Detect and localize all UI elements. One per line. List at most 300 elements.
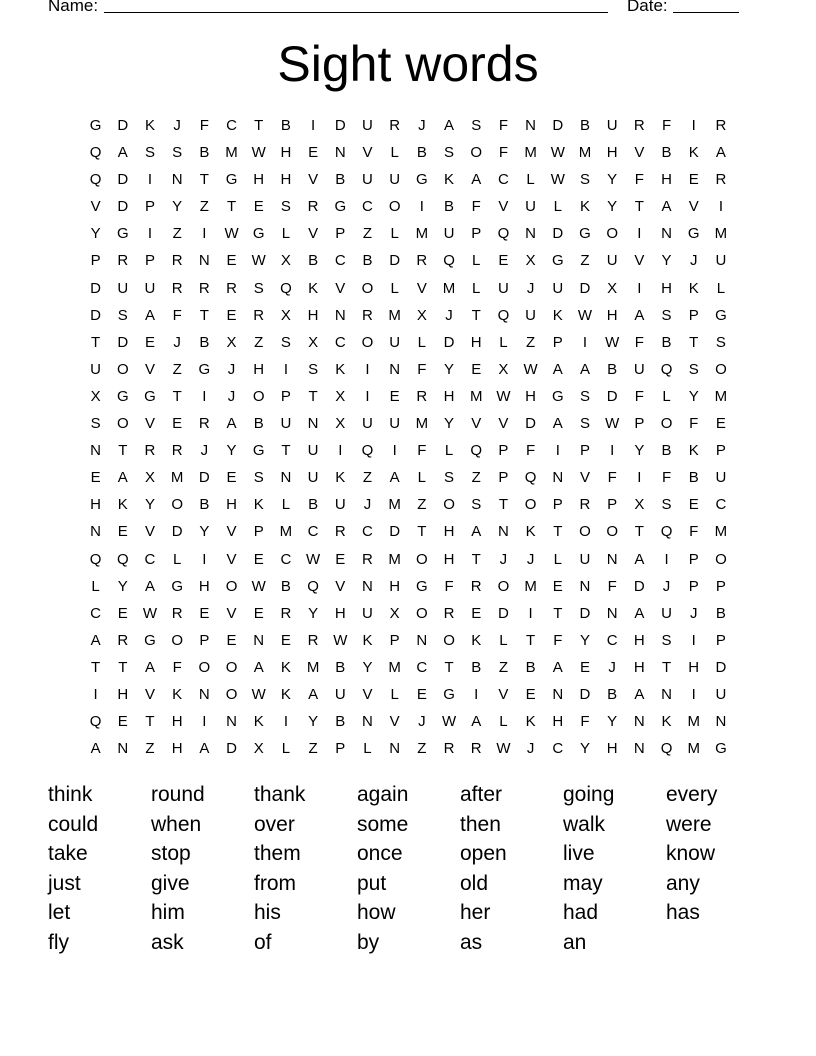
grid-letter: B xyxy=(335,713,346,731)
grid-letter: S xyxy=(308,360,319,378)
grid-letter: Q xyxy=(89,144,102,162)
grid-letter: M xyxy=(225,144,238,162)
grid-letter: O xyxy=(715,360,727,378)
grid-letter: J xyxy=(445,306,453,324)
grid-letter: U xyxy=(525,306,537,324)
grid-letter: Q xyxy=(89,713,102,731)
grid-letter: U xyxy=(606,252,618,270)
grid-letter: C xyxy=(307,523,319,541)
grid-letter: F xyxy=(172,658,182,676)
grid-letter: W xyxy=(224,225,239,243)
grid-letter: T xyxy=(118,442,128,460)
grid-letter: K xyxy=(253,713,264,731)
grid-letter: W xyxy=(251,685,266,703)
grid-letter: E xyxy=(226,306,237,324)
grid-letter: L xyxy=(91,577,100,595)
word-bank-item: had xyxy=(563,901,599,925)
grid-letter: J xyxy=(608,658,616,676)
grid-letter: D xyxy=(171,523,183,541)
grid-letter: S xyxy=(579,387,590,405)
grid-letter: V xyxy=(335,279,346,297)
grid-letter: G xyxy=(198,360,211,378)
grid-letter: P xyxy=(280,387,291,405)
grid-letter: V xyxy=(335,577,346,595)
grid-letter: X xyxy=(144,469,155,487)
grid-letter: V xyxy=(144,685,155,703)
grid-letter: T xyxy=(553,604,563,622)
grid-letter: F xyxy=(498,117,508,134)
grid-letter: L xyxy=(499,713,508,731)
grid-letter: H xyxy=(633,658,645,676)
grid-letter: R xyxy=(389,117,401,134)
grid-letter: J xyxy=(418,117,426,134)
grid-letter: B xyxy=(715,604,726,622)
grid-letter: I xyxy=(637,225,642,243)
grid-letter: D xyxy=(715,658,727,676)
grid-letter: A xyxy=(308,685,319,703)
grid-letter: R xyxy=(715,117,727,134)
grid-letter: U xyxy=(307,469,319,487)
grid-letter: W xyxy=(550,171,565,189)
grid-letter: Q xyxy=(116,550,129,568)
grid-letter: T xyxy=(634,198,644,216)
grid-letter: T xyxy=(199,306,209,324)
grid-letter: N xyxy=(525,117,537,134)
grid-letter: X xyxy=(335,415,346,433)
word-bank-item: any xyxy=(666,871,700,895)
grid-letter: F xyxy=(444,577,454,595)
grid-letter: S xyxy=(579,171,590,189)
word-bank-item: think xyxy=(48,783,93,806)
grid-letter: N xyxy=(552,685,564,703)
grid-letter: R xyxy=(171,604,183,622)
grid-letter: E xyxy=(253,550,264,568)
grid-letter: H xyxy=(307,306,319,324)
grid-letter: J xyxy=(418,713,426,731)
grid-letter: Y xyxy=(199,523,210,541)
grid-letter: V xyxy=(144,415,155,433)
grid-letter: Q xyxy=(89,550,102,568)
grid-letter: P xyxy=(634,415,645,433)
grid-letter: E xyxy=(498,252,509,270)
grid-letter: T xyxy=(254,117,264,134)
grid-letter: O xyxy=(252,387,265,405)
grid-letter: M xyxy=(469,387,483,405)
date-blank-line xyxy=(673,12,739,13)
grid-letter: I xyxy=(202,550,207,568)
grid-letter: U xyxy=(525,198,537,216)
grid-letter: T xyxy=(91,658,101,676)
grid-letter: M xyxy=(714,523,728,541)
grid-letter: D xyxy=(579,685,591,703)
grid-letter: N xyxy=(362,577,373,595)
grid-letter: X xyxy=(416,306,427,324)
word-bank-item: ask xyxy=(151,930,184,954)
grid-letter: U xyxy=(661,604,672,622)
grid-letter: L xyxy=(417,469,427,487)
grid-letter: O xyxy=(416,550,428,568)
grid-letter: Y xyxy=(579,740,590,758)
grid-letter: X xyxy=(280,252,291,270)
grid-letter: O xyxy=(497,577,510,595)
grid-letter: U xyxy=(715,469,727,487)
grid-letter: I xyxy=(664,550,669,568)
page-title: Sight words xyxy=(277,36,539,92)
word-bank-item: give xyxy=(151,871,190,895)
grid-letter: G xyxy=(551,387,564,405)
grid-letter: E xyxy=(688,496,699,514)
grid-letter: B xyxy=(335,171,346,189)
grid-letter: A xyxy=(389,469,400,487)
grid-letter: H xyxy=(253,171,265,189)
grid-letter: A xyxy=(715,144,726,162)
grid-letter: E xyxy=(226,631,237,649)
grid-letter: E xyxy=(117,523,128,541)
grid-letter: M xyxy=(442,279,456,297)
grid-letter: B xyxy=(362,252,373,270)
grid-letter: H xyxy=(443,523,455,541)
grid-letter: P xyxy=(688,550,699,568)
grid-letter: S xyxy=(579,415,590,433)
grid-letter: Q xyxy=(660,523,673,541)
grid-letter: B xyxy=(335,658,346,676)
grid-letter: T xyxy=(281,442,291,460)
grid-letter: L xyxy=(390,225,399,243)
grid-letter: B xyxy=(661,333,672,351)
grid-letter: I xyxy=(365,360,370,378)
grid-letter: U xyxy=(117,279,129,297)
grid-letter: E xyxy=(471,604,482,622)
grid-letter: P xyxy=(715,577,726,595)
grid-letter: Q xyxy=(307,577,319,595)
grid-letter: J xyxy=(227,387,236,405)
grid-letter: J xyxy=(662,577,671,595)
grid-letter: M xyxy=(279,523,293,541)
word-bank-item: by xyxy=(357,930,380,954)
grid-letter: H xyxy=(226,496,237,514)
grid-letter: W xyxy=(306,550,321,568)
grid-letter: H xyxy=(525,387,537,405)
grid-letter: E xyxy=(471,360,482,378)
grid-letter: A xyxy=(144,658,155,676)
grid-letter: J xyxy=(526,550,535,568)
grid-letter: F xyxy=(498,144,508,162)
grid-letter: C xyxy=(90,604,102,622)
grid-letter: G xyxy=(225,171,238,189)
grid-letter: K xyxy=(688,279,699,297)
grid-letter: T xyxy=(145,713,155,731)
grid-letter: E xyxy=(335,550,346,568)
grid-letter: U xyxy=(362,604,373,622)
grid-letter: R xyxy=(633,117,645,134)
grid-letter: H xyxy=(443,550,455,568)
grid-letter: F xyxy=(689,415,699,433)
grid-letter: Y xyxy=(308,604,319,622)
grid-letter: P xyxy=(688,577,699,595)
word-bank-item: him xyxy=(151,901,185,925)
grid-letter: N xyxy=(334,306,346,324)
grid-letter: R xyxy=(362,306,373,324)
word-bank-item: put xyxy=(357,871,387,895)
grid-letter: S xyxy=(471,496,482,514)
grid-letter: I xyxy=(147,225,153,243)
grid-letter: U xyxy=(579,550,591,568)
grid-letter: R xyxy=(198,415,210,433)
grid-letter: T xyxy=(308,387,318,405)
grid-letter: X xyxy=(525,252,536,270)
grid-letter: J xyxy=(363,496,372,514)
grid-letter: J xyxy=(227,360,236,378)
grid-letter: L xyxy=(472,279,481,297)
grid-letter: D xyxy=(552,225,564,243)
grid-letter: V xyxy=(389,713,400,731)
grid-letter: G xyxy=(443,685,455,703)
grid-letter: D xyxy=(90,279,102,297)
grid-letter: K xyxy=(253,496,264,514)
grid-letter: T xyxy=(553,523,563,541)
grid-letter: G xyxy=(116,387,129,405)
grid-letter: V xyxy=(362,685,373,703)
grid-letter: P xyxy=(715,631,726,649)
grid-letter: G xyxy=(416,577,428,595)
grid-letter: U xyxy=(90,360,102,378)
grid-letter: I xyxy=(718,198,723,216)
grid-letter: H xyxy=(90,496,102,514)
grid-letter: K xyxy=(579,198,590,216)
grid-letter: V xyxy=(362,144,373,162)
grid-letter: I xyxy=(202,713,207,731)
grid-letter: M xyxy=(388,550,401,568)
grid-letter: H xyxy=(171,740,183,758)
grid-letter: L xyxy=(553,550,562,568)
grid-letter: W xyxy=(550,144,565,162)
grid-letter: O xyxy=(171,631,183,649)
grid-letter: F xyxy=(199,117,209,134)
grid-letter: J xyxy=(689,604,698,622)
grid-letter: S xyxy=(280,333,291,351)
grid-letter: V xyxy=(144,523,155,541)
grid-letter: S xyxy=(172,144,183,162)
grid-letter: I xyxy=(419,198,424,216)
grid-letter: N xyxy=(606,550,618,568)
grid-letter: P xyxy=(552,333,563,351)
grid-letter: M xyxy=(388,306,401,324)
word-bank xyxy=(48,780,769,958)
grid-letter: Q xyxy=(524,469,537,487)
grid-letter: R xyxy=(280,604,292,622)
grid-letter: K xyxy=(525,713,536,731)
grid-letter: E xyxy=(199,604,210,622)
word-bank-item: open xyxy=(460,842,507,866)
grid-letter: M xyxy=(388,496,401,514)
grid-letter: I xyxy=(582,333,588,351)
grid-letter: I xyxy=(93,685,98,703)
grid-letter: R xyxy=(307,631,319,649)
grid-letter: U xyxy=(280,415,292,433)
grid-letter: N xyxy=(198,252,210,270)
word-bank-item: may xyxy=(563,871,603,895)
grid-letter: V xyxy=(471,415,482,433)
grid-letter: W xyxy=(251,144,266,162)
grid-letter: X xyxy=(90,387,101,405)
grid-letter: H xyxy=(443,387,455,405)
grid-letter: R xyxy=(416,252,428,270)
grid-letter: B xyxy=(579,117,590,134)
grid-letter: Y xyxy=(688,387,699,405)
grid-letter: J xyxy=(173,117,181,134)
grid-letter: N xyxy=(552,469,564,487)
grid-letter: S xyxy=(444,469,455,487)
grid-letter: K xyxy=(308,279,319,297)
grid-letter: C xyxy=(552,740,564,758)
grid-letter: O xyxy=(225,577,238,595)
grid-letter: V xyxy=(90,198,101,216)
grid-letter: Q xyxy=(660,360,673,378)
word-bank-item: old xyxy=(460,871,489,895)
grid-letter: X xyxy=(226,333,237,351)
grid-letter: U xyxy=(307,442,319,460)
grid-letter: S xyxy=(688,360,699,378)
grid-letter: G xyxy=(687,225,700,243)
grid-letter: R xyxy=(307,198,319,216)
grid-letter: D xyxy=(579,279,591,297)
word-bank-item: again xyxy=(357,783,409,806)
grid-letter: Y xyxy=(90,225,101,243)
grid-letter: A xyxy=(471,523,482,541)
word-bank-item: walk xyxy=(563,812,606,836)
grid-letter: M xyxy=(306,658,320,676)
grid-letter: G xyxy=(715,306,727,324)
grid-letter: M xyxy=(714,387,728,405)
grid-letter: I xyxy=(283,713,288,731)
word-bank-item: over xyxy=(254,812,295,836)
grid-letter: T xyxy=(172,387,182,405)
grid-letter: T xyxy=(471,550,481,568)
grid-letter: E xyxy=(90,469,101,487)
grid-letter: V xyxy=(226,550,237,568)
grid-letter: I xyxy=(474,685,479,703)
grid-letter: I xyxy=(555,442,560,460)
grid-letter: A xyxy=(471,171,482,189)
grid-letter: S xyxy=(661,631,672,649)
grid-letter: N xyxy=(633,713,645,731)
grid-letter: G xyxy=(144,387,156,405)
grid-letter: H xyxy=(606,740,618,758)
grid-letter: I xyxy=(147,171,153,189)
grid-letter: R xyxy=(362,550,373,568)
grid-letter: F xyxy=(634,333,644,351)
grid-letter: L xyxy=(281,225,291,243)
grid-letter: R xyxy=(253,306,265,324)
grid-letter: H xyxy=(280,144,292,162)
grid-letter: Y xyxy=(579,631,590,649)
grid-letter: R xyxy=(443,604,455,622)
grid-letter: M xyxy=(415,415,429,433)
name-label: Name: xyxy=(48,0,99,15)
grid-letter: P xyxy=(552,496,563,514)
grid-letter: R xyxy=(470,740,482,758)
grid-letter: M xyxy=(578,144,592,162)
grid-letter: D xyxy=(198,469,210,487)
grid-letter: K xyxy=(280,658,291,676)
grid-letter: S xyxy=(253,469,264,487)
grid-letter: N xyxy=(198,685,210,703)
grid-letter: R xyxy=(117,252,129,270)
grid-letter: U xyxy=(362,415,373,433)
grid-letter: S xyxy=(661,496,672,514)
grid-letter: C xyxy=(416,658,428,676)
grid-letter: N xyxy=(362,713,373,731)
grid-letter: A xyxy=(144,577,155,595)
grid-letter: L xyxy=(281,740,291,758)
grid-letter: H xyxy=(606,306,618,324)
grid-letter: D xyxy=(525,415,537,433)
grid-letter: H xyxy=(606,144,618,162)
grid-letter: M xyxy=(524,144,537,162)
grid-letter: K xyxy=(688,442,699,460)
grid-letter: P xyxy=(253,523,264,541)
grid-letter: S xyxy=(444,144,455,162)
grid-letter: M xyxy=(687,713,700,731)
grid-letter: K xyxy=(688,144,699,162)
grid-letter: F xyxy=(661,117,672,134)
grid-letter: J xyxy=(526,279,535,297)
grid-letter: P xyxy=(389,631,400,649)
grid-letter: V xyxy=(498,198,509,216)
word-bank-item: of xyxy=(254,930,272,954)
word-bank-item: his xyxy=(254,901,281,925)
grid-letter: X xyxy=(308,333,319,351)
grid-letter: H xyxy=(253,360,265,378)
grid-letter: L xyxy=(172,550,182,568)
grid-letter: T xyxy=(661,658,672,676)
grid-letter: Z xyxy=(580,252,590,270)
grid-letter: F xyxy=(417,360,427,378)
grid-letter: B xyxy=(308,252,319,270)
grid-letter: G xyxy=(116,225,129,243)
word-bank-item: were xyxy=(666,812,712,836)
grid-letter: N xyxy=(416,631,428,649)
grid-letter: L xyxy=(526,171,535,189)
grid-letter: Z xyxy=(362,469,373,487)
grid-letter: V xyxy=(634,144,645,162)
grid-letter: D xyxy=(90,306,102,324)
grid-letter: Y xyxy=(444,360,455,378)
grid-letter: K xyxy=(335,360,346,378)
grid-letter: R xyxy=(171,252,183,270)
grid-letter: F xyxy=(607,577,617,595)
grid-letter: A xyxy=(226,415,237,433)
grid-letter: D xyxy=(117,333,129,351)
grid-letter: C xyxy=(362,523,373,541)
grid-letter: C xyxy=(280,550,292,568)
grid-letter: D xyxy=(117,198,129,216)
grid-letter: Q xyxy=(497,306,510,324)
grid-letter: A xyxy=(634,550,645,568)
grid-letter: O xyxy=(524,496,537,514)
grid-letter: R xyxy=(715,171,727,189)
grid-letter: T xyxy=(118,658,128,676)
word-bank-item: stop xyxy=(151,842,191,866)
grid-letter: U xyxy=(334,685,346,703)
grid-letter: E xyxy=(715,415,726,433)
grid-letter: F xyxy=(689,523,699,541)
grid-letter: V xyxy=(498,685,509,703)
grid-letter: I xyxy=(691,117,696,134)
grid-letter: X xyxy=(498,360,509,378)
grid-letter: Z xyxy=(254,333,264,351)
grid-letter: P xyxy=(688,306,699,324)
